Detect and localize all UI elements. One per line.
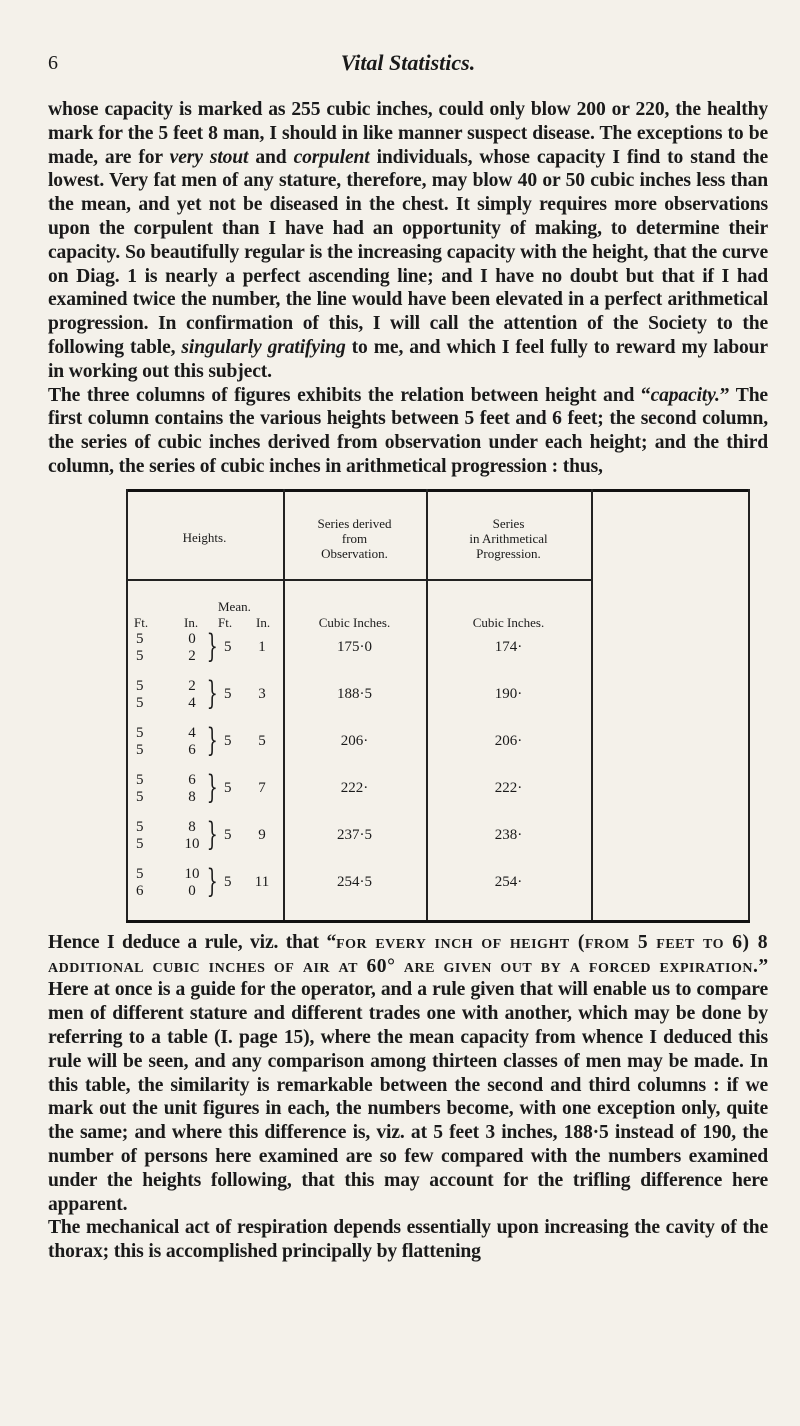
- height-in-to: 4: [188, 694, 196, 711]
- brace-icon: }: [206, 673, 218, 712]
- in-subheader: In.: [184, 614, 199, 630]
- brace-icon: }: [206, 720, 218, 759]
- height-in-to: 2: [188, 647, 196, 664]
- brace-icon: }: [206, 861, 218, 900]
- mean-ft-subheader: Ft.: [218, 614, 233, 630]
- progression-value: 254·: [494, 873, 523, 890]
- observed-value: 206·: [340, 732, 369, 749]
- page-number: 6: [48, 52, 58, 74]
- height-in-from: 2: [188, 677, 196, 694]
- page-header: [48, 0, 768, 78]
- mean-ft: 5: [224, 638, 232, 655]
- progression-value: 190·: [494, 685, 523, 702]
- running-title: Vital Statistics.: [340, 50, 476, 75]
- emphasis-singularly-gratifying: singularly gratifying: [181, 336, 346, 358]
- paragraph-2: The three columns of figures exhibits the relation between height and “capacity.” The first column contains the various heights between 5 feet and 6 feet; the second column, the series of cubic inches derived from observation under each height; and the third column, the series of cubic inches in arithmetical progression : thus,: [48, 384, 768, 477]
- height-ft-to: 6: [136, 882, 144, 899]
- observed-value: 222·: [340, 779, 369, 796]
- col-progression-header: Series in Arithmetical Progression.: [469, 515, 548, 561]
- observed-units: Cubic Inches.: [318, 614, 391, 630]
- table-right-border: [748, 489, 750, 922]
- height-ft-from: 5: [136, 677, 144, 694]
- mean-ft: 5: [224, 873, 232, 890]
- height-ft-from: 5: [136, 771, 144, 788]
- paragraph-4: The mechanical act of respiration depends essentially upon increasing the cavity of the thorax; this is accomplished principally by flattening: [48, 1217, 768, 1263]
- height-in-from: 6: [188, 771, 196, 788]
- book-page: [48, 0, 768, 1264]
- progression-value: 238·: [494, 826, 523, 843]
- mean-in: 3: [258, 685, 266, 702]
- mean-in-subheader: In.: [256, 614, 271, 630]
- mean-in: 7: [258, 779, 266, 796]
- brace-icon: }: [206, 767, 218, 806]
- height-in-to: 6: [188, 741, 196, 758]
- mean-in: 5: [258, 732, 266, 749]
- table-left-border: [126, 489, 128, 922]
- height-in-to: 8: [188, 788, 196, 805]
- height-ft-to: 5: [136, 647, 144, 664]
- observed-value: 237·5: [337, 826, 372, 843]
- mean-ft: 5: [224, 685, 232, 702]
- height-in-from: 10: [184, 865, 200, 882]
- ft-subheader: Ft.: [134, 614, 149, 630]
- emphasis-capacity: capacity.: [650, 384, 720, 406]
- observed-value: 188·5: [337, 685, 372, 702]
- height-ft-to: 5: [136, 741, 144, 758]
- table-divider-3: [591, 489, 593, 922]
- mean-in: 11: [254, 873, 270, 890]
- progression-value: 206·: [494, 732, 523, 749]
- height-in-to: 10: [184, 835, 200, 852]
- height-ft-to: 5: [136, 788, 144, 805]
- mean-ft: 5: [224, 732, 232, 749]
- height-ft-from: 5: [136, 865, 144, 882]
- mean-ft: 5: [224, 779, 232, 796]
- height-in-from: 8: [188, 818, 196, 835]
- table-header-rule: [126, 579, 592, 581]
- capacity-table: [126, 489, 750, 925]
- mean-label: Mean.: [218, 598, 251, 614]
- progression-value: 222·: [494, 779, 523, 796]
- brace-icon: }: [206, 814, 218, 853]
- emphasis-corpulent: corpulent: [293, 146, 370, 168]
- observed-value: 254·5: [337, 873, 372, 890]
- mean-in: 1: [258, 638, 266, 655]
- height-in-from: 0: [188, 630, 196, 647]
- height-ft-from: 5: [136, 630, 144, 647]
- height-ft-to: 5: [136, 835, 144, 852]
- height-ft-to: 5: [136, 694, 144, 711]
- progression-units: Cubic Inches.: [472, 614, 545, 630]
- mean-in: 9: [258, 826, 266, 843]
- brace-icon: }: [206, 626, 218, 665]
- observed-value: 175·0: [337, 638, 372, 655]
- height-in-to: 0: [188, 882, 196, 899]
- height-in-from: 4: [188, 724, 196, 741]
- col-heights-header: Heights.: [182, 529, 227, 545]
- height-ft-from: 5: [136, 818, 144, 835]
- mean-ft: 5: [224, 826, 232, 843]
- rule-statement: for every inch of height (from 5 feet to 6) 8 additional cubic inches of air at 60° are given out by a forced expiration.: [48, 931, 768, 977]
- table-bottom-rule: [126, 920, 750, 923]
- paragraph-1: whose capacity is marked as 255 cubic inches, could only blow 200 or 220, the healthy mark for the 5 feet 8 man, I should in like manner suspect disease. The exceptions to be made, are for very stout and corpulent individuals, whose capacity I find to stand the lowest. Very fat men of any stature, therefore, may blow 40 or 50 cubic inches less than the mean, and yet not be diseased in the chest. It simply requires more observations upon the corpulent than I have had an opportunity of making, to determine their capacity. So beautifully regular is the increasing capacity with the height, that the curve on Diag. 1 is nearly a perfect ascending line; and I have no doubt but that if I had examined twice the number, the line would have been elevated in a perfect arithmetical progression. In confirmation of this, I will call the attention of the Society to the following table, singularly gratifying to me, and which I feel fully to reward my labour in working out this subject.: [48, 99, 768, 382]
- height-ft-from: 5: [136, 724, 144, 741]
- paragraph-3: Hence I deduce a rule, viz. that “for every inch of height (from 5 feet to 6) 8 additional cubic inches of air at 60° are given out by a forced expiration.” Here at once is a guide for the operator, and a rule given that will enable us to compare men of different stature and different trades one with another, which may be done by referring to a table (I. page 15), where the mean capacity from whence I deduced this rule will be seen, and any comparison among thirteen classes of men may be made. In this table, the similarity is remarkable between the second and third columns : if we mark out the unit figures in each, the numbers become, with one exception only, quite the same; and where this difference is, viz. at 5 feet 3 inches, 188·5 instead of 190, the number of persons here examined are so few compared with the numbers examined under the heights following, that this may account for the trifling difference here apparent.: [48, 931, 768, 1215]
- table-top-rule: [126, 489, 750, 492]
- emphasis-very-stout: very stout: [169, 146, 249, 168]
- progression-value: 174·: [494, 638, 523, 655]
- col-observed-header: Series derived from Observation.: [317, 515, 392, 561]
